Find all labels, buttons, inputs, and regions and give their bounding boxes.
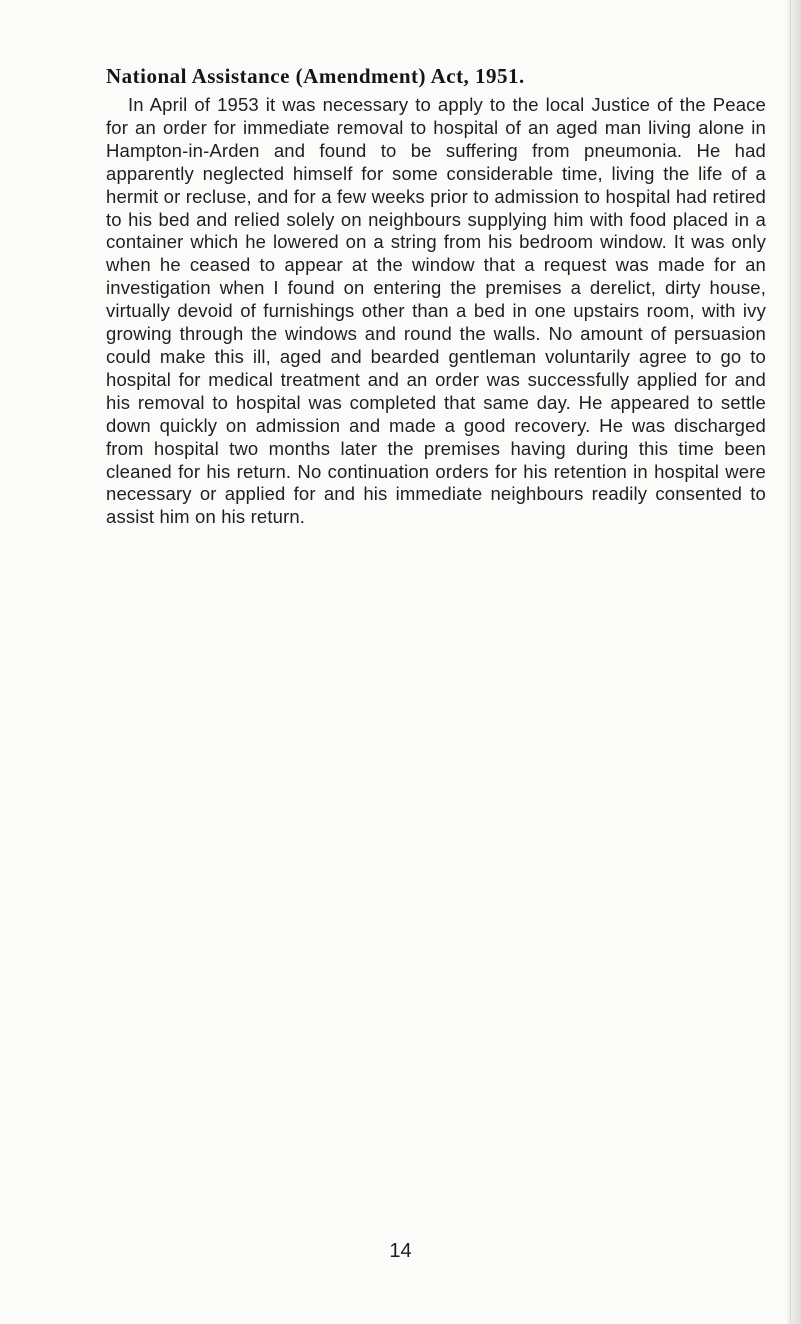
page-number: 14 bbox=[389, 1240, 412, 1262]
body-paragraph: In April of 1953 it was necessary to apply to the local Justice of the Peace for an order for immediate removal to hospital of an aged man living alone in Hampton-in-Arden and found to be suffering from pneumonia. He had apparently neglected himself for some considerable time, living the life of a hermit or recluse, and for a few weeks prior to admission to hospital had retired to his bed and relied solely on neighbours supplying him with food placed in a container which he lowered on a string from his bedroom window. It was only when he ceased to appear at the window that a request was made for an investigation when I found on entering the premises a derelict, dirty house, virtually devoid of furnishings other than a bed in one upstairs room, with ivy growing through the windows and round the walls. No amount of persuasion could make this ill, aged and bearded gentleman voluntarily agree to go to hospital for medical treatment and an order was successfully applied for and his removal to hospital was completed that same day. He appeared to settle down quickly on admission and made a good recovery. He was discharged from hospital two months later the premises having during this time been cleaned for his return. No continuation orders for his retention in hospital were necessary or applied for and his immediate neighbours readily consented to assist him on his return. bbox=[106, 94, 766, 528]
document-content bbox=[106, 61, 766, 529]
page-edge bbox=[787, 0, 801, 1324]
section-heading: National Assistance (Amendment) Act, 1951. bbox=[106, 64, 525, 88]
